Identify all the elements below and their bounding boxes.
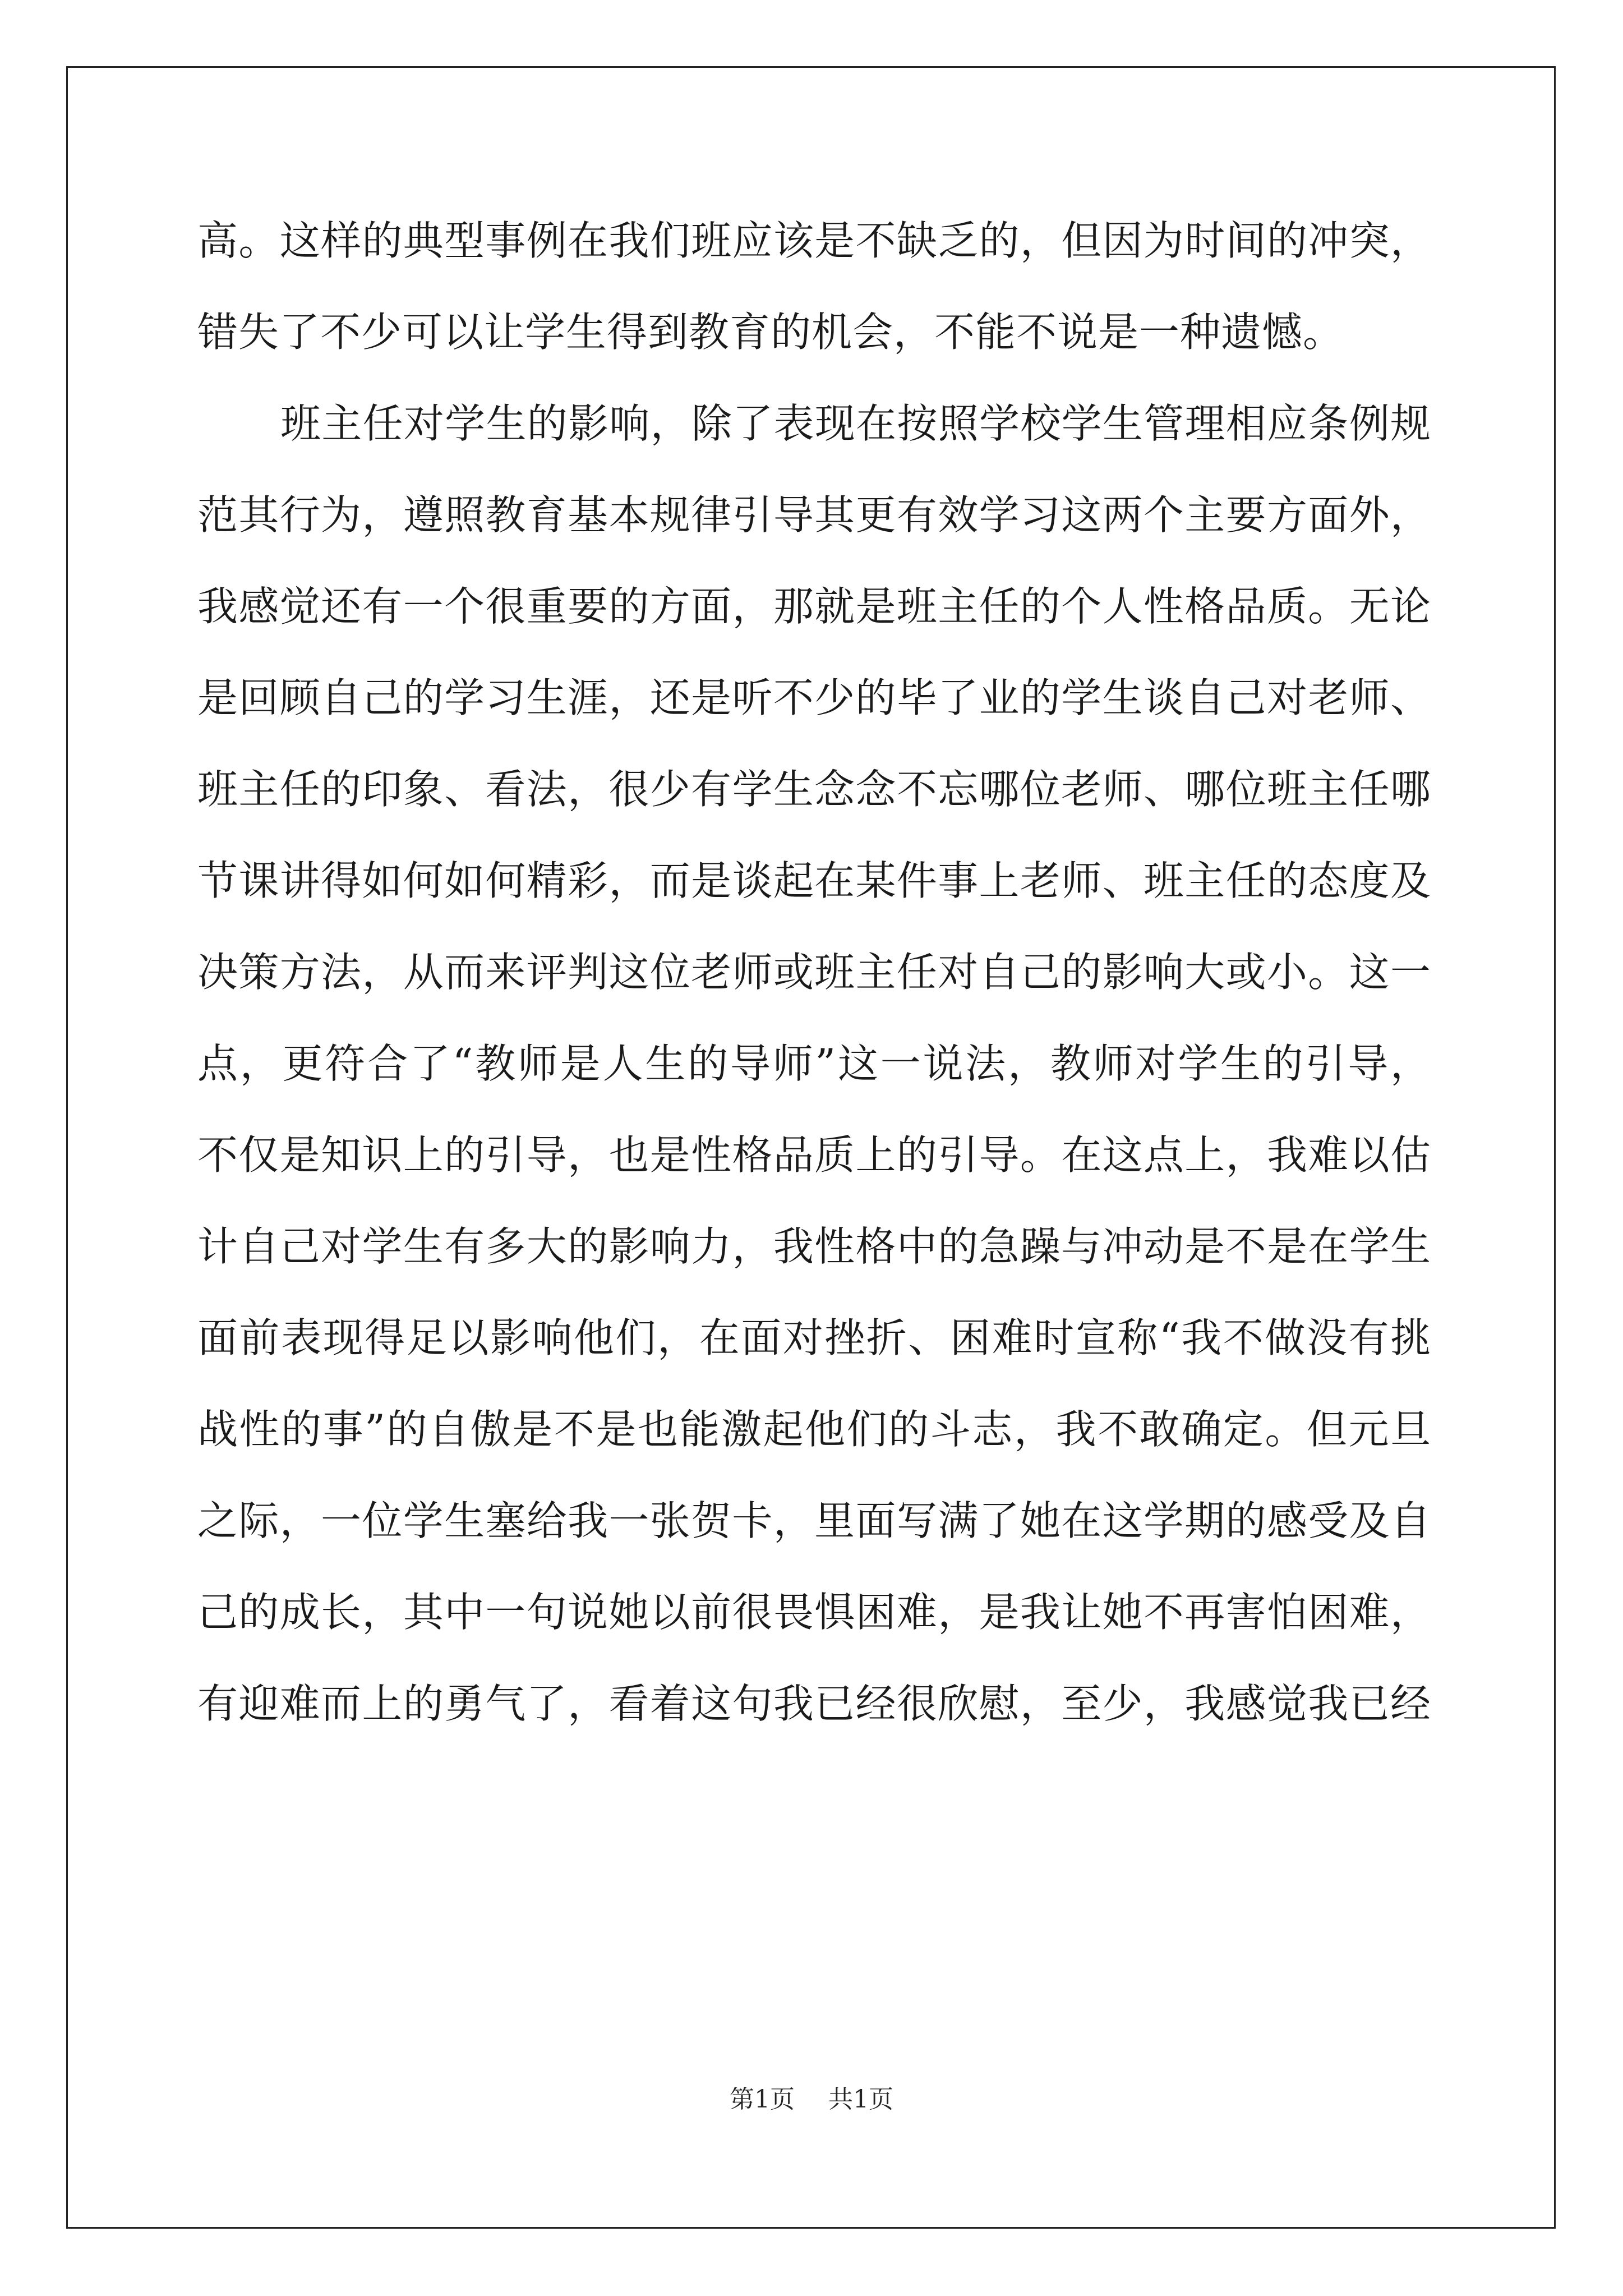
text-line: 班主任对学生的影响，除了表现在按照学校学生管理相应条例规: [280, 400, 1431, 447]
text-line: 己的成长，其中一句说她以前很畏惧困难，是我让她不再害怕困难，: [197, 1589, 1431, 1636]
text-line: 节课讲得如何如何精彩，而是谈起在某件事上老师、班主任的态度及: [197, 857, 1431, 904]
document-body: [197, 195, 1431, 1750]
page-number: 第1页: [730, 2085, 795, 2114]
text-line: 错失了不少可以让学生得到教育的机会，不能不说是一种遗憾。: [197, 309, 1344, 356]
text-line: 计自己对学生有多大的影响力，我性格中的急躁与冲动是不是在学生: [197, 1223, 1431, 1270]
text-line: 点，更符合了“教师是人生的导师”这一说法，教师对学生的引导，: [197, 1040, 1431, 1087]
text-line: 高。这样的典型事例在我们班应该是不缺乏的，但因为时间的冲突，: [197, 217, 1431, 264]
text-line: 班主任的印象、看法，很少有学生念念不忘哪位老师、哪位班主任哪: [197, 766, 1431, 813]
page-footer: [0, 2083, 1623, 2116]
text-line: 不仅是知识上的引导，也是性格品质上的引导。在这点上，我难以估: [197, 1131, 1431, 1179]
text-line: 范其行为，遵照教育基本规律引导其更有效学习这两个主要方面外，: [197, 491, 1431, 539]
page-total: 共1页: [828, 2085, 893, 2114]
text-line: 战性的事”的自傲是不是也能激起他们的斗志，我不敢确定。但元旦: [197, 1406, 1431, 1453]
text-line: 决策方法，从而来评判这位老师或班主任对自己的影响大或小。这一: [197, 949, 1431, 996]
text-line: 是回顾自己的学习生涯，还是听不少的毕了业的学生谈自己对老师、: [197, 674, 1431, 721]
text-line: 之际，一位学生塞给我一张贺卡，里面写满了她在这学期的感受及自: [197, 1497, 1431, 1544]
text-line: 我感觉还有一个很重要的方面，那就是班主任的个人性格品质。无论: [197, 583, 1431, 630]
text-line: 面前表现得足以影响他们，在面对挫折、困难时宣称“我不做没有挑: [197, 1314, 1431, 1361]
text-line: 有迎难而上的勇气了，看着这句我已经很欣慰，至少，我感觉我已经: [197, 1680, 1431, 1727]
